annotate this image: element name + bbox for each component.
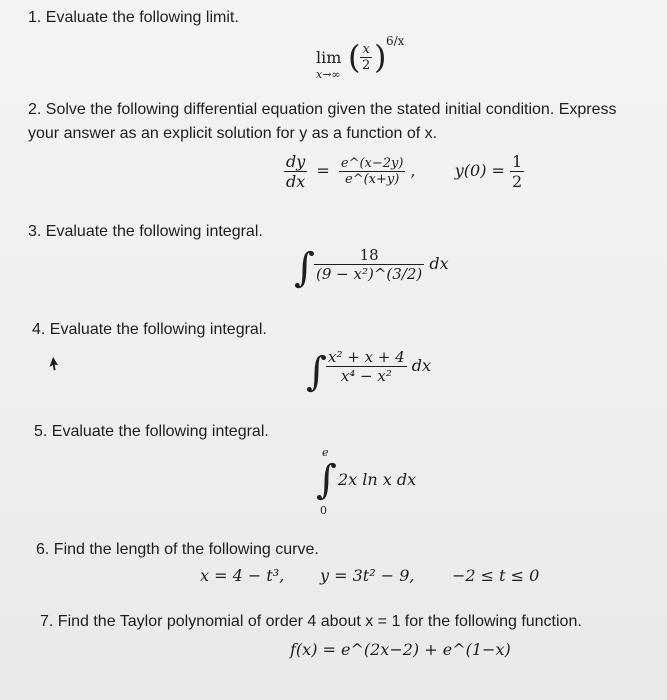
q2-ic-num: 1 xyxy=(512,152,523,171)
q5-upper-limit: e xyxy=(322,446,329,459)
q4-fraction xyxy=(326,348,407,385)
q5-label: 5. Evaluate the following integral. xyxy=(34,423,269,440)
q2-ic-den: 2 xyxy=(512,172,523,191)
q1-lim-sub: x→∞ xyxy=(316,68,341,81)
q7-function: f(x) = e^(2x−2) + e^(1−x) xyxy=(290,640,511,659)
q6-t-range: −2 ≤ t ≤ 0 xyxy=(452,566,540,585)
q1-exponent: 6/x xyxy=(386,34,405,48)
q3-den: (9 − x²)^(3/2) xyxy=(316,265,423,283)
q6-label: 6. Find the length of the following curve. xyxy=(36,541,319,558)
q2-equation: $\frac{dy}{dx}$ = $\frac{e\^{}(x-2y)}{e\^{}(x+y)}$ , y(0) = $\frac{1}{2}$ xyxy=(286,152,523,191)
q7-label: 7. Find the Taylor polynomial of order 4 about x = 1 for the following function. xyxy=(40,613,582,630)
q2-line1: 2. Solve the following differential equation given the stated initial condition. Express xyxy=(28,101,617,118)
q3-integral-sign: ∫ xyxy=(294,245,315,291)
q2-dydx xyxy=(284,152,307,191)
q1-left-paren: ( xyxy=(348,38,361,76)
q3-integrand xyxy=(314,246,449,283)
q4-integral-sign: ∫ xyxy=(306,349,327,395)
q4-den: x⁴ − x² xyxy=(340,367,392,385)
q3-label: 3. Evaluate the following integral. xyxy=(28,223,263,240)
q1-base-num: x xyxy=(360,42,372,58)
q2-ic-frac xyxy=(510,152,524,191)
q4-dx: dx xyxy=(411,356,432,375)
q1-base-fraction xyxy=(360,42,372,73)
q2-rhs-den: e^(x+y) xyxy=(345,172,400,187)
q4-label: 4. Evaluate the following integral. xyxy=(32,321,267,338)
q4-num: x² + x + 4 xyxy=(328,348,405,366)
q6-y-equation: y = 3t² − 9, xyxy=(320,566,415,585)
q2-ic-lhs: y(0) = xyxy=(454,161,505,180)
q5-integral-sign: ∫ xyxy=(316,457,337,503)
q1-base-den: 2 xyxy=(362,58,371,73)
q2-rhs-num: e^(x−2y) xyxy=(340,156,404,171)
q1-right-paren: ) xyxy=(374,38,387,76)
q5-lower-limit: 0 xyxy=(320,504,327,517)
q2-dx: dx xyxy=(286,172,306,191)
mouse-cursor-icon xyxy=(46,356,60,372)
q6-x-equation: x = 4 − t³, xyxy=(200,566,285,585)
q2-line2: your answer as an explicit solution for y as a function of x. xyxy=(28,125,438,142)
q3-num: 18 xyxy=(314,246,424,265)
q2-dy: dy xyxy=(286,152,306,171)
q1-label: 1. Evaluate the following limit. xyxy=(28,9,239,26)
q2-rhs xyxy=(339,156,406,187)
q4-integrand xyxy=(326,348,431,385)
q3-dx: dx xyxy=(429,254,449,273)
q3-fraction xyxy=(314,246,424,283)
q1-lim: lim xyxy=(316,48,342,67)
q5-integrand: 2x ln x dx xyxy=(338,470,417,489)
